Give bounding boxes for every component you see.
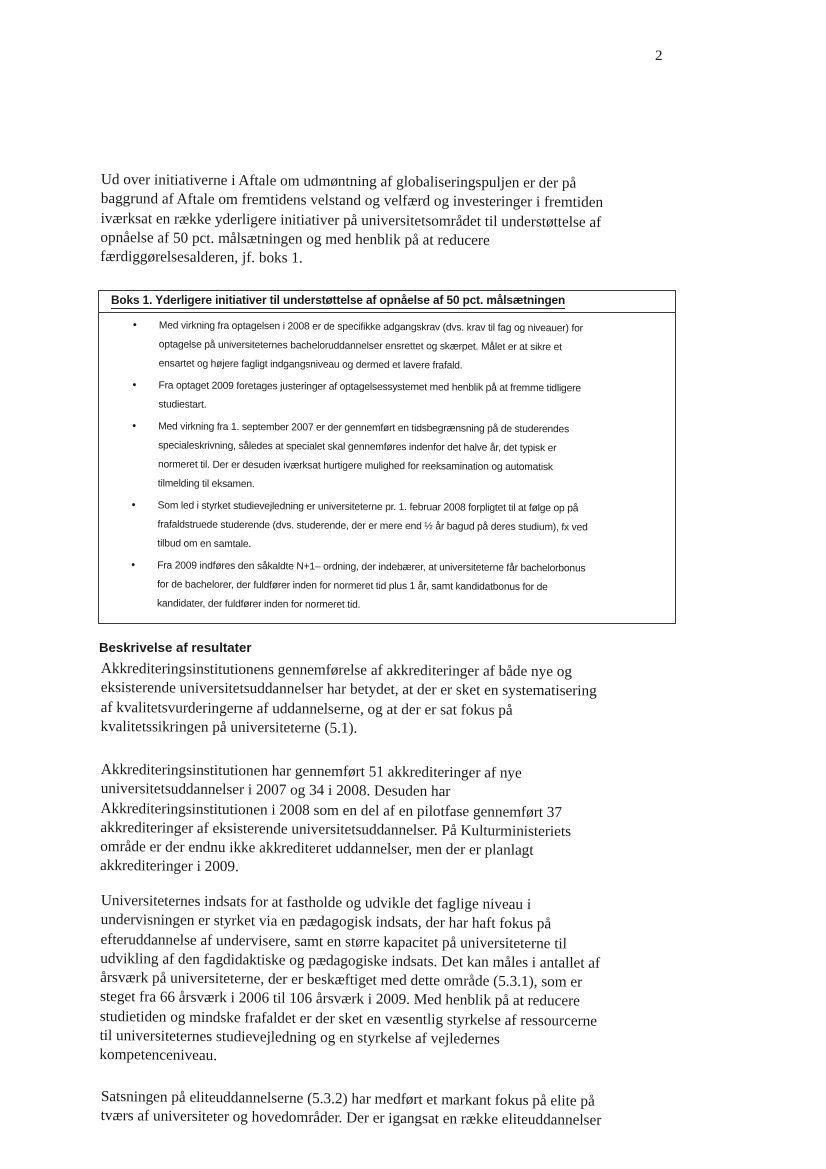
text-line: akkrediteringer af eksisterende universitetsuddannelser. På Kulturministeriets (100, 818, 572, 840)
intro-paragraph (100, 170, 636, 271)
page-number: 2 (655, 48, 663, 64)
text-line: undervisningen er styrket via en pædagogisk indsats, der har haft fokus på (100, 911, 552, 933)
box-title: Boks 1. Yderligere initiativer til understøttelse af opnåelse af 50 pct. målsætningen (111, 293, 566, 307)
text-line: studiestart. (158, 399, 207, 411)
info-box (98, 290, 676, 624)
text-line: Som led i styrket studievejledning er universiteterne pr. 1. februar 2008 forpligtet til at følge op på (157, 500, 579, 515)
text-line: eksisterende universitetsuddannelser har betydet, at der er sket en systematisering (100, 679, 597, 700)
text-line: Akkrediteringsinstitutionens gennemførelse af akkrediteringer af både nye og (100, 660, 573, 681)
text-line: udvikling af den fagdidaktiske og pædagogiske indsats. Det kan måles i antallet af (100, 949, 601, 972)
text-line: Fra 2009 indføres den såkaldte N+1– ordning, der indebærer, at universiteterne får bachelorbonus (157, 560, 586, 575)
text-line: færdiggørelsesalderen, jf. boks 1. (100, 248, 303, 267)
text-line: iværksat en række yderligere initiativer på universitetsområdet til understøttelse af (100, 209, 602, 231)
bullet-icon: • (131, 499, 136, 512)
body-paragraph (100, 659, 636, 740)
text-line: tilmelding til eksamen. (157, 478, 255, 491)
box-divider (99, 312, 675, 313)
bullet-icon: • (132, 420, 137, 433)
body-paragraph (99, 891, 636, 1070)
text-line: Fra optaget 2009 foretages justeringer af optagelsessystemet med henblik på at fremme tidligere (158, 380, 581, 395)
text-line: studietiden og mindske frafaldet er der sket en væsentlig styrkelse af ressourcerne (99, 1007, 598, 1030)
body-paragraph (100, 760, 636, 880)
text-line: årsværk på universiteterne, der er beskæftiget med dette område (5.3.1), som er (100, 969, 583, 991)
bullet-icon: • (131, 559, 136, 572)
text-line: Med virkning fra optagelsen i 2008 er de specifikke adgangskrav (dvs. krav til fag og niveauer) for (158, 320, 583, 335)
text-line: for de bachelorer, der fuldfører inden for normeret tid plus 1 år, samt kandidatbonus for de (157, 579, 548, 594)
section-heading: Beskrivelse af resultater (99, 640, 252, 655)
text-line: Med virkning fra 1. september 2007 er der gennemført en tidsbegrænsning på de studerendes (158, 421, 570, 436)
text-line: optagelse på universiteternes bacheloruddannelser ensrettet og skærpet. Målet er at sikre et (158, 339, 562, 354)
text-line: kandidater, der fuldfører inden for normeret tid. (156, 598, 361, 611)
list-item (98, 417, 675, 497)
text-line: steget fra 66 årsværk i 2006 til 106 årsværk i 2009. Med henblik på at reducere (99, 988, 581, 1011)
text-line: Universiteternes indsats for at fastholde og udvikle det faglige niveau i (100, 891, 532, 914)
bullet-icon: • (132, 379, 137, 392)
text-line: universitetsuddannelser i 2007 og 34 i 2008. Desuden har (100, 780, 451, 801)
text-line: normeret til. Der er desuden iværksat hurtigere mulighed for reeksamination og automatisk (157, 459, 553, 474)
text-line: baggrund af Aftale om fremtidens velstand og velfærd og investeringer i fremtiden (100, 190, 604, 212)
list-item (97, 556, 673, 617)
text-line: til universiteternes studievejledning og en styrkelse af vejledernes (99, 1027, 500, 1048)
text-line: efteruddannelse af undervisere, samt en større kapacitet på universiteterne til (100, 930, 568, 953)
text-line: kompetenceniveau. (99, 1046, 218, 1065)
text-line: kvalitetssikringen på universiteterne (5.1). (100, 717, 358, 737)
text-line: tilbud om en samtale. (157, 538, 252, 551)
text-line: ensartet og højere fagligt indgangsniveau og dermed et lavere frafald. (158, 358, 463, 372)
list-item (99, 316, 675, 377)
text-line: Satsningen på eliteuddannelserne (5.3.2) har medført et markant fokus på elite på (100, 1088, 595, 1110)
text-line: Ud over initiativerne i Aftale om udmøntning af globaliseringspuljen er der på (100, 170, 577, 192)
text-line: specialeskrivning, således at specialet skal gennemføres indenfor det halve år, det typisk er (158, 440, 557, 455)
text-line: tværs af universiteter og hovedområder. Der er igangsat en række eliteuddannelser (100, 1107, 602, 1130)
text-line: akkrediteringer i 2009. (100, 857, 239, 876)
list-item (98, 376, 674, 418)
list-item (97, 496, 673, 557)
box-bullet-list (97, 316, 675, 620)
bullet-icon: • (132, 319, 137, 332)
body-paragraph (101, 1087, 636, 1131)
text-line: frafaldstruede studerende (dvs. studerende, der er mere end ½ år bagud på deres studium), fx ved (157, 519, 588, 534)
text-line: område er der endnu ikke akkrediteret uddannelser, men der er planlagt (100, 838, 534, 859)
text-line: Akkrediteringsinstitutionen i 2008 som en del af en pilotfase gennemført 37 (100, 799, 563, 821)
text-line: af kvalitetsvurderingerne af uddannelserne, og at der er sat fokus på (100, 698, 513, 719)
text-line: Akkrediteringsinstitutionen har gennemført 51 akkrediteringer af nye (100, 760, 522, 782)
text-line: opnåelse af 50 pct. målsætningen og med henblik på at reducere (100, 228, 490, 249)
